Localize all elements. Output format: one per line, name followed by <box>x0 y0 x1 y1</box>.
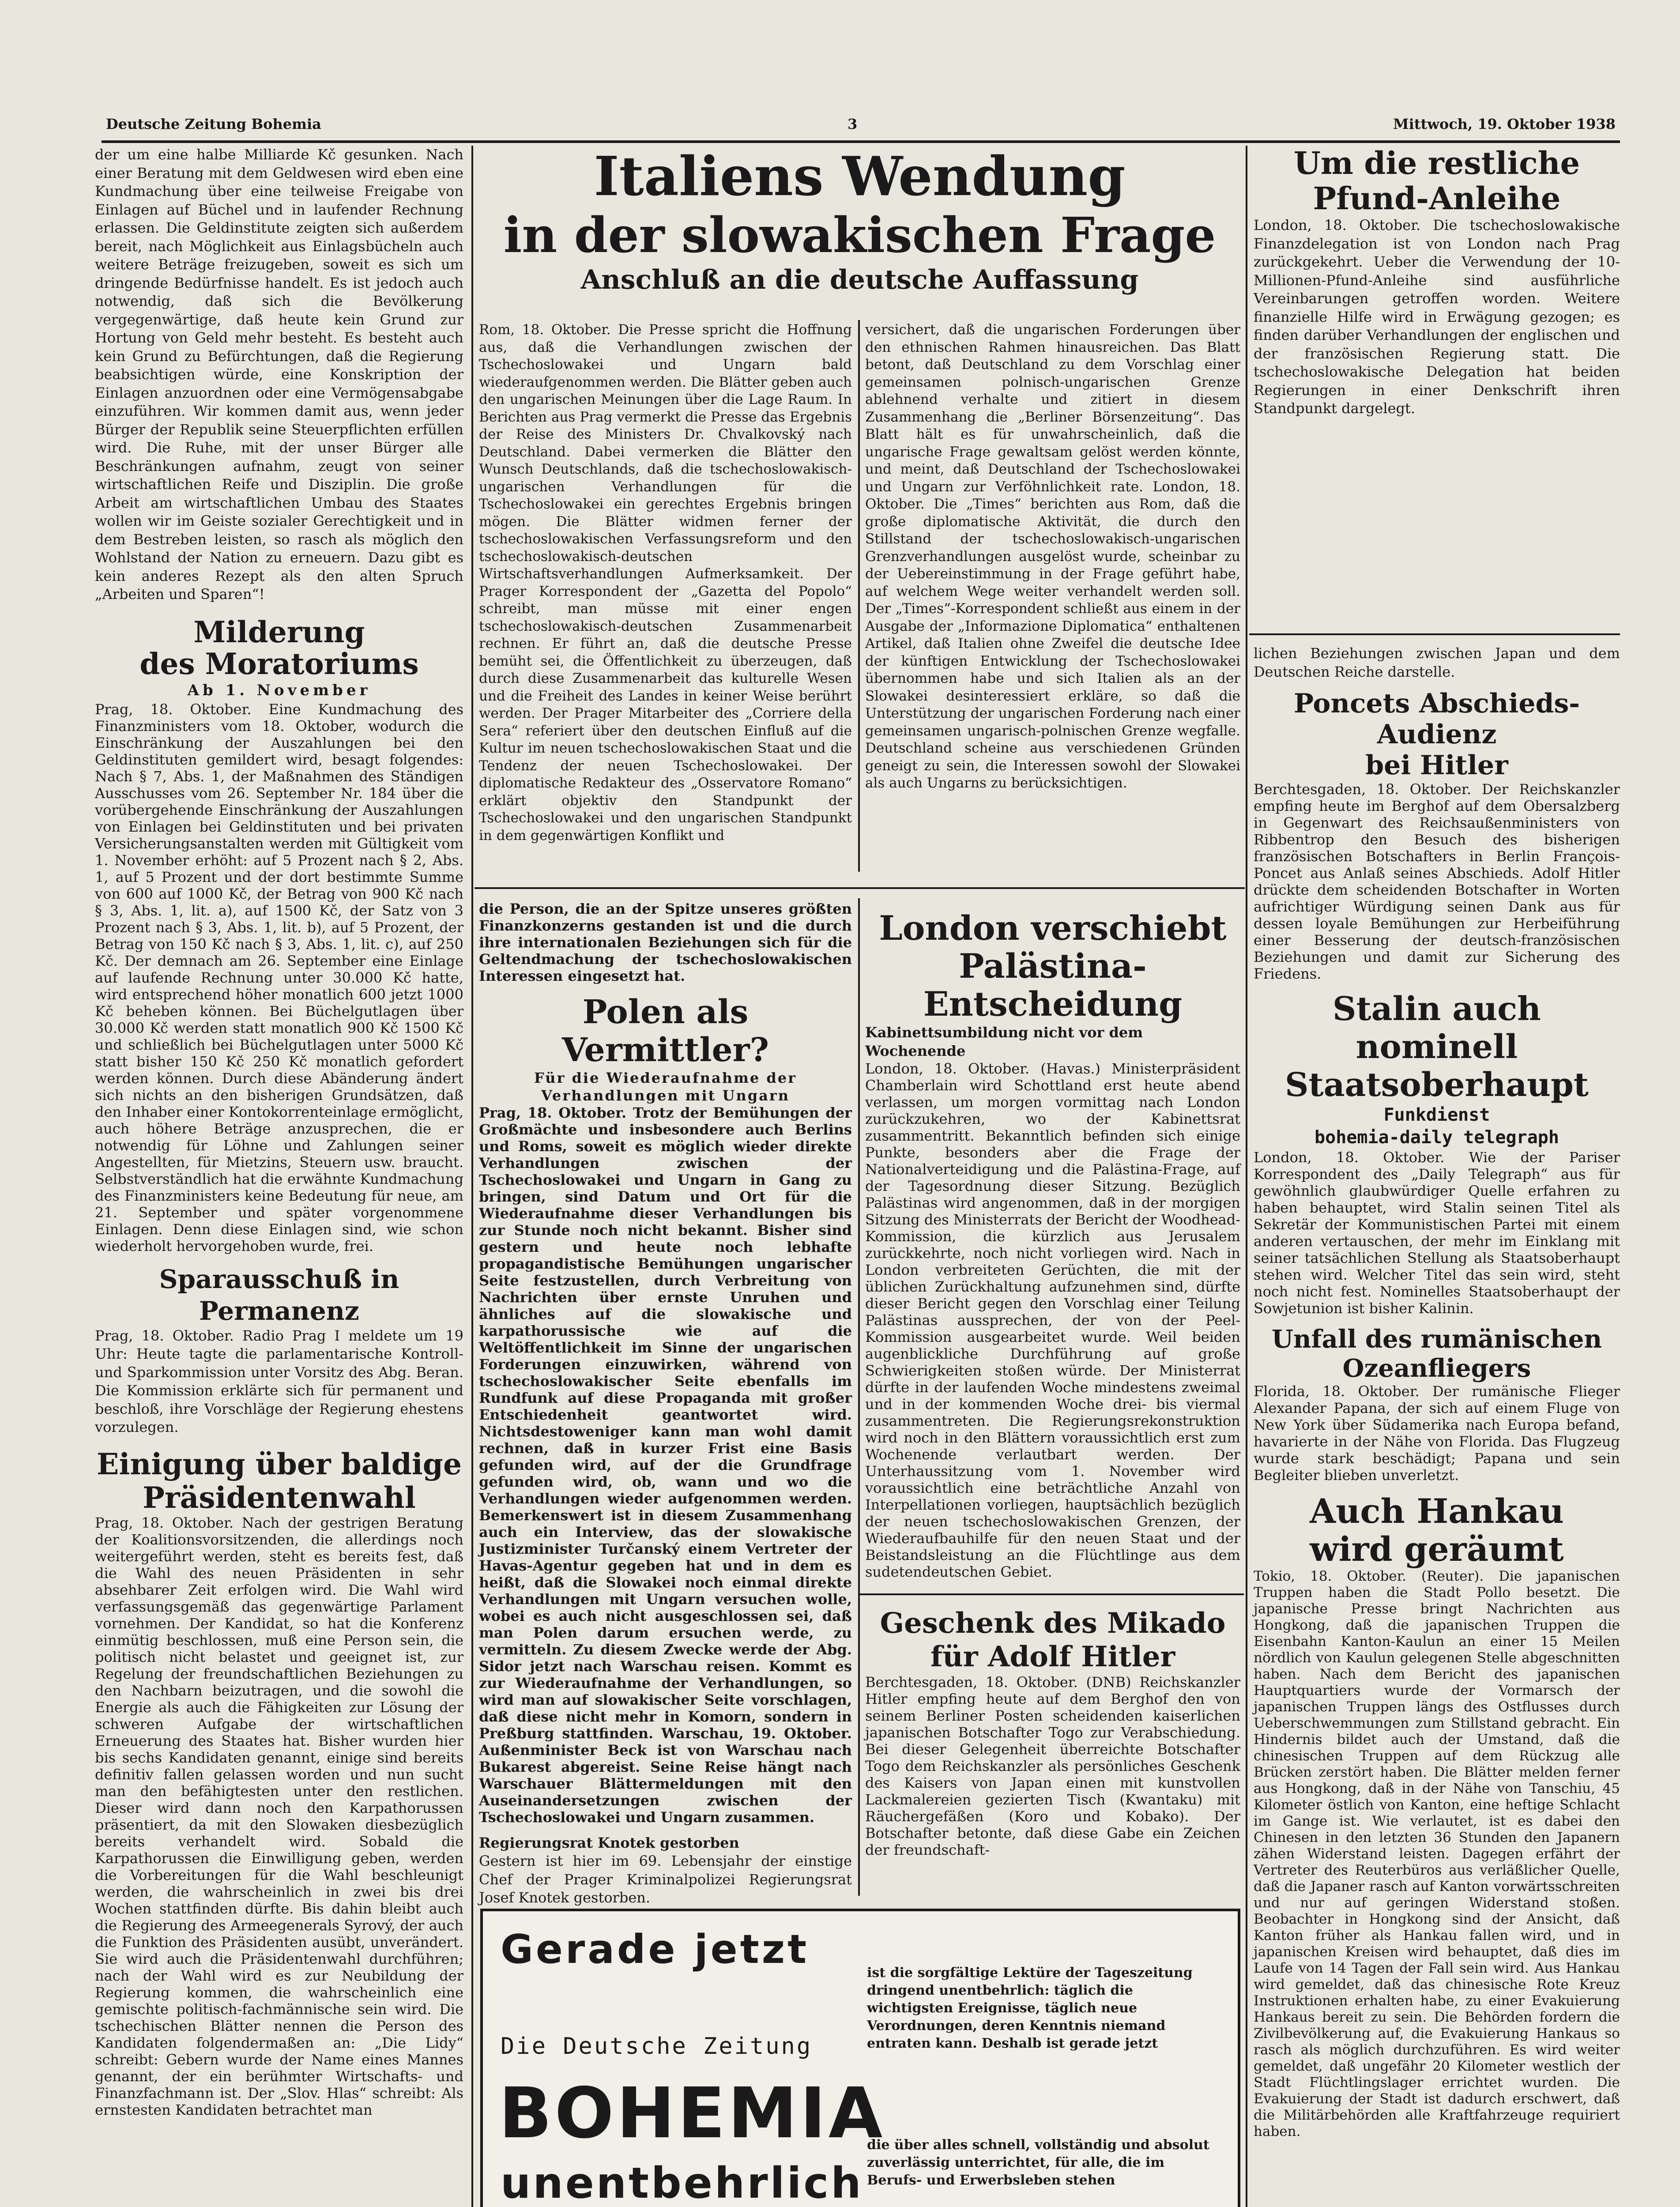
poncet-headline-2: bei Hitler <box>1365 750 1508 781</box>
polen-headline: Polen als Vermittler? <box>561 993 769 1069</box>
unfall-article-text: Florida, 18. Oktober. Der rumänische Flieger Alexander Papana, der sich auf einem Fluge von New York über Südamerika nach Europa befand, havarierte in der Nähe von Florida. Das Flugzeug wurde stark beschädigt; Papana und sein Begleiter blieben unverletzt. <box>1254 1383 1620 1484</box>
column-1 <box>95 146 463 2118</box>
column-4 <box>1254 146 1620 418</box>
hankau-headline-2: wird geräumt <box>1310 1529 1564 1569</box>
italien-column-b <box>865 321 1240 792</box>
column-rule-2a <box>858 320 860 872</box>
bohemia-advertisement <box>480 1909 1240 2207</box>
pfund-headline-1: Um die restliche <box>1293 145 1580 181</box>
column-3-lower <box>865 909 1240 1580</box>
column-rule-3 <box>1246 146 1247 2207</box>
poncet-article-text: Berchtesgaden, 18. Oktober. Der Reichskanzler empfing heute im Berghof auf dem Obersalzberg in Gegenwart des Reichsaußenministers von Ribbentrop den Besuch des bisherigen französischen Botschafters in Berlin François-Poncet aus Anlaß seines Abschieds. Adolf Hitler drückte dem scheidenden Botschafter in Worten aufrichtiger Würdigung seinen Dank aus für dessen loyale Bemühungen zur Herbeiführung einer Besserung der deutsch-französischen Beziehungen und damit zur Sicherung des Friedens. <box>1254 781 1620 982</box>
mikado-headline-2: für Adolf Hitler <box>930 1640 1175 1673</box>
stalin-source-1: Funkdienst <box>1383 1105 1490 1125</box>
lead-article-text: der um eine halbe Milliarde Kč gesunken. Nach einer Beratung mit dem Geldwesen wird eben eine Kundmachung über eine teilweise Freigabe von Einlagen auf Büchel und in laufender Rechnung erlassen. Die Geldinstitute zeigten sich außerdem bereit, nach Möglichkeit aus Einlagsbücheln auch weitere Beträge freizugeben, soweit es sich um dringende Bedürfnisse handelt. Es ist jedoch auch notwendig, daß sich die Bevölkerung vergegenwärtige, daß heute kein Grund zur Hortung von Geld mehr besteht. Es besteht auch kein Grund zu Befürchtungen, daß die Regierung beabsichtigen würde, eine Konskription der Einlagen anzuordnen oder eine Vermögensabgabe einzuführen. Wir kommen damit aus, wenn jeder Bürger der Republik seine Steuerpflichten erfüllen wird. Die Ruhe, mit der unser Bürger alle Beschränkungen aufnahm, zeugt von seiner wirtschaftlichen Reife und Disziplin. Die große Arbeit am wirtschaftlichen Umbau des Staates wollen wir im Geiste sozialer Gerechtigkeit und in dem Bestreben leisten, so rasch als möglich den Wohlstand der Nation zu erneuern. Dazu gibt es kein anderes Rezept als den alten Spruch „Arbeiten und Sparen“! <box>95 146 463 603</box>
einigung-headline-2: Präsidentenwahl <box>143 1480 416 1515</box>
ad-unentbehrlich: unentbehrlich <box>501 2158 863 2207</box>
mikado-headline-1: Geschenk des Mikado <box>880 1607 1226 1640</box>
pfund-headline-2: Pfund-Anleihe <box>1313 180 1561 217</box>
hankau-article-text: Tokio, 18. Oktober. (Reuter). Die japanischen Truppen haben die Stadt Pollo besetzt. Die japanische Presse bringt Nachrichten aus Hongkong, daß die japanischen Truppen die Eisenbahn Kanton-Kaulun an einer 15 Meilen nördlich von Kaulun gelegenen Stelle abgeschnitten haben. Nach dem Bericht des japanischen Hauptquartiers wurde der Vormarsch der japanischen Truppen längs des Ostflusses durch Ueberschwemmungen zum Stillstand gebracht. Ein Hindernis bildet auch der Umstand, daß die chinesischen Truppen auf dem Rückzug alle Brücken zerstört haben. Die Blätter melden ferner aus Hongkong, daß in der Nähe von Tanschiu, 45 Kilometer östlich von Kanton, eine heftige Schlacht im Gange ist. Wie verlautet, ist es dabei den Chinesen in den letzten 36 Stunden den Japanern zähen Widerstand leisten. Dagegen erfährt der Vertreter des Reuterbüros aus verläßlicher Quelle, daß die Japaner rasch auf Kanton vorwärtsschreiten und nur auf geringen Widerstand stoßen. Beobachter in Hongkong sind der Ansicht, daß Kanton früher als Hankau fallen wird, und in japanischen Kreisen wird behauptet, daß dies im Laufe von 14 Tagen der Fall sein wird. Aus Hankau wird gemeldet, daß das chinesische Rote Kreuz Instruktionen erhalten habe, zu einer Evakuierung Hankaus bereit zu sein. Die Behörden fordern die Zivilbevölkerung auf, die Evakuierung Hankaus so rasch als möglich durchzuführen. Es wird weiter gemeldet, daß ungefähr 20 Kilometer westlich der Stadt Flüchtlingslager errichtet wurden. Die Evakuierung der Stadt ist dadurch erschwert, daß die Militärbehörden alle Kraftfahrzeuge requiriert haben. <box>1254 1568 1620 2139</box>
sparausschuss-article-text: Prag, 18. Oktober. Radio Prag I meldete um 19 Uhr: Heute tagte die parlamentarische Kontroll- und Sparkommission unter Vorsitz des Abg. Beran. Die Kommission erklärte sich für permanent und beschloß, ihre Vorschläge der Regierung ehestens vorzulegen. <box>95 1327 463 1435</box>
mikado-article-text: Berchtesgaden, 18. Oktober. (DNB) Reichskanzler Hitler empfing heute auf dem Berghof den von seinem Berliner Posten scheidenden kaiserlichen japanischen Botschafter Togo zur Verabschiedung. Bei dieser Gelegenheit überreichte Botschafter Togo dem Reichskanzler als persönliches Geschenk des Kaisers von Japan einen mit kunstvollen Lackmalereien gezierten Tisch (Kwantaku) mit Räuchergefäßen (Koro und Kobako). Der Botschafter betonte, daß diese Gabe ein Zeichen der freundschaft- <box>865 1674 1240 1858</box>
london-article-text: London, 18. Oktober. (Havas.) Ministerpräsident Chamberlain wird Schottland erst heute abend verlassen, um morgen vormittag nach London zurückzukehren, wo der Kabinettsrat zusammentritt. Bekanntlich befinden sich einige Punkte, besonders aber die Frage der Nationalverteidigung und die Palästina-Frage, auf der Tagesordnung dieser Sitzung. Bezüglich Palästinas wird angenommen, daß in der morgigen Sitzung des Ministerrats der Bericht der Woodhead-Kommission, die kürzlich aus Jerusalem zurückkehrte, noch nicht vorliegen wird. Nach in London verbreiteten Gerüchten, die mit der üblichen Zurückhaltung aufzunehmen sind, dürfte dieser Bericht gegen den Vorschlag einer Teilung Palästinas aussprechen, der von der Peel-Kommission ausgearbeitet wurde. Weil beiden augenblickliche Durchführung auf große Schwierigkeiten stoßen würde. Der Ministerrat dürfte in der laufenden Woche mindestens zweimal und in der kommenden Woche drei- bis viermal zusammentreten. Die Regierungsrekonstruktion wird noch in den Blättern voraussichtlich erst zum Wochenende verlautbart werden. Der Unterhaussitzung vom 1. November wird voraussichtlich eine beträchtliche Anzahl von Interpellationen vorliegen, hauptsächlich bezüglich der neuen tschechoslowakischen Grenzen, der Wiederaufbauhilfe für den neuen Staat und der Beistandsleistung an die Flüchtlinge aus dem sudetendeutschen Gebiet. <box>865 1060 1240 1580</box>
italien-headline-1: Italiens Wendung <box>594 144 1126 208</box>
stalin-headline-1: Stalin auch nominell <box>1333 990 1541 1066</box>
column-rule-1 <box>471 146 473 2207</box>
knotek-headline: Regierungsrat Knotek gestorben <box>479 1834 739 1851</box>
header-rule <box>102 140 1620 143</box>
einigung-headline-1: Einigung über baldige <box>97 1446 462 1481</box>
london-headline-1: London verschiebt <box>879 908 1227 948</box>
pfund-article-text: London, 18. Oktober. Die tschechoslowakische Finanzdelegation ist von London nach Prag zurückgekehrt. Ueber die Verwendung der 10-Millionen-Pfund-Anleihe sind ausführliche Vereinbarungen getroffen worden. Weitere finanzielle Hilfe wird in Erwägung gezogen; es finden darüber Verhandlungen der englischen und der französischen Regierung statt. Die tschechoslowakische Delegation hat beiden Regierungen in einer Denkschrift ihren Standpunkt dargelegt. <box>1254 217 1620 417</box>
header-page-number: 3 <box>848 116 858 132</box>
ad-die-deutsche-zeitung: Die Deutsche Zeitung <box>501 2033 813 2060</box>
column-2-lower <box>479 900 852 1907</box>
header-date: Mittwoch, 19. Oktober 1938 <box>1393 116 1616 132</box>
mikado-continuation-text: lichen Beziehungen zwischen Japan und dem Deutschen Reiche darstelle. <box>1254 645 1620 680</box>
ad-right-text-1: ist die sorgfältige Lektüre der Tageszeitung dringend unentbehrlich: täglich die wichtigsten Ereignisse, täglich neue Verordnungen, deren Kenntnis niemand entraten kann. Deshalb ist gerade jetzt <box>867 1965 1193 2051</box>
polen-subhead: Für die Wiederaufnahme der Verhandlungen mit Ungarn <box>534 1070 797 1104</box>
rule-above-mikado <box>860 1593 1244 1595</box>
london-headline-2: Palästina-Entscheidung <box>923 946 1183 1024</box>
stalin-article-text: London, 18. Oktober. Wie der Pariser Korrespondent des „Daily Telegraph“ aus für gewöhnlich glaubwürdiger Quelle erfahren zu haben behauptet, wird Stalin seinen Titel als Sekretär der Kommunistischen Partei mit einem anderen vertauschen, der mehr im Einklang mit seiner tatsächlichen Stellung als Staatsoberhaupt stehen wird. Welcher Titel das sein wird, steht noch nicht fest. Nominelles Staatsoberhaupt der Sowjetunion ist bisher Kalinin. <box>1254 1149 1620 1317</box>
moratorium-headline-2: des Moratoriums <box>139 646 419 681</box>
unfall-headline-2: Ozeanfliegers <box>1342 1354 1531 1383</box>
stalin-source-2: bohemia-daily telegraph <box>1315 1127 1559 1148</box>
italien-subhead: Anschluß an die deutsche Auffassung <box>580 264 1139 295</box>
polen-article-text: Prag, 18. Oktober. Trotz der Bemühungen der Großmächte und insbesondere auch Berlins und Roms, soweit es möglich wieder direkte Verhandlungen zwischen der Tschechoslowakei und Ungarn in Gang zu bringen, sind Datum und Ort für die Wiederaufnahme dieser Verhandlungen bis zur Stunde noch nicht bekannt. Bisher sind gestern und heute noch lebhafte propagandistische Bemühungen ungarischer Seite festzustellen, durch Verbreitung von Nachrichten über ernste Unruhen und ähnliches auf die slowakische und karpathorussische wie auf die Weltöffentlichkeit im Sinne der ungarischen Forderungen einzuwirken, während von tschechoslowakischer Seite ebenfalls im Rundfunk auf diese Propaganda mit großer Entschiedenheit geantwortet wird. Nichtsdestoweniger kann man wohl damit rechnen, daß in kurzer Frist eine Basis gefunden wird, auf der die Grundfrage gefunden wird, ob, wann und wo die Verhandlungen wieder aufgenommen werden. Bemerkenswert ist in diesem Zusammenhang auch ein Interview, das der slowakische Justizminister Turčanský einem Vertreter der Havas-Agentur gegeben hat und in dem es heißt, daß die Slowakei noch einmal direkte Verhandlungen mit Ungarn versuchen wolle, wobei es auch nicht ausgeschlossen sei, daß man Polen darum ersuchen werde, zu vermitteln. Zu diesem Zwecke werde der Abg. Sidor jetzt nach Warschau reisen. Kommt es zur Wiederaufnahme der Verhandlungen, so wird man auf slowakischer Seite vorschlagen, daß diese nicht mehr in Komorn, sondern in Preßburg stattfinden. Warschau, 19. Oktober. Außenminister Beck ist von Warschau nach Bukarest abgereist. Seine Reise hängt nach Warschauer Blättermeldungen mit den Auseinandersetzungen zwischen der Tschechoslowakei und Ungarn zusammen. <box>479 1104 852 1826</box>
italien-article <box>479 146 1240 296</box>
moratorium-article-text: Prag, 18. Oktober. Eine Kundmachung des Finanzministers vom 18. Oktober, wodurch die Einschränkung der Auszahlungen bei den Geldinstituten gemildert wird, besagt folgendes: Nach § 7, Abs. 1, der Maßnahmen des Ständigen Ausschusses vom 26. September Nr. 184 über die vorübergehende Einschränkung der Auszahlungen von Einlagen bei Geldinstituten und bei privaten Versicherungsanstalten werden mit Gültigkeit vom 1. November erhöht: auf 5 Prozent nach § 2, Abs. 1, auf 5 Prozent und der dort bestimmte Summe von 600 auf 1000 Kč, der Betrag von 900 Kč nach § 3, Abs. 1, lit. a), auf 1500 Kč, der Satz von 3 Prozent nach § 3, Abs. 1, lit. b), auf 5 Prozent, der Betrag von 150 Kč nach § 3, Abs. 1, lit. c), auf 250 Kč. Der demnach am 26. September eine Einlage auf laufende Rechnung unter 30.000 Kč hatte, wird entsprechend höher monatlich 600 jetzt 1000 Kč beheben können. Bei Büchelgutlagen über 30.000 Kč werden statt monatlich 900 Kč 1500 Kč und schließlich bei Büchelgutlagen unter 5000 Kč statt bisher 150 Kč 250 Kč monatlich gefordert werden können. Durch diese Abänderung ändert sich nichts an den bisherigen Grundsätzen, daß den Inhaber einer Kontokorrenteinlage ermöglicht, auch höhere Beträge anzusprechen, die er notwendig für Löhne und Zahlungen seiner Angestellten, für Mietzins, Steuern usw. braucht. Selbstverständlich hat die erwähnte Kundmachung des Finanzministers keine Bedeutung für neue, am 21. September und später vorgenommene Einlagen. Denn diese Einlagen sind, wie schon wiederholt hervorgehoben wurde, frei. <box>95 701 463 1254</box>
einigung-article-text: Prag, 18. Oktober. Nach der gestrigen Beratung der Koalitionsvorsitzenden, die allerdings noch weitergeführt werden, steht es bereits fest, daß die Wahl des neuen Präsidenten in sehr absehbarer Zeit erfolgen wird. Die Wahl wird verfassungsgemäß das gegenwärtige Parlament vornehmen. Der Kandidat, so hat die Konferenz einmütig beschlossen, muß eine Person sein, die politisch nicht belastet und geeignet ist, zur Regelung der freundschaftlichen Beziehungen zu den Nachbarn beizutragen, und die sowohl die Energie als auch die Fähigkeiten zur Lösung der schweren Aufgabe der wirtschaftlichen Erneuerung des Staates hat. Bisher wurden hier bis sechs Kandidaten genannt, einige sind bereits definitiv fallen gelassen worden und nun sucht man den befähigtesten unter den restlichen. Dieser wird dann noch den Karpathorussen präsentiert, da mit den Slowaken diesbezüglich bereits verhandelt wird. Sobald die Karpathorussen die Einwilligung geben, werden die Vorbereitungen für die Wahl beschleunigt werden, die wahrscheinlich in zwei bis drei Wochen stattfinden dürfte. Bis dahin bleibt auch die Regierung des Armeegenerals Syrový, der auch die Funktion des Präsidenten ausübt, unverändert. Sie wird auch die Präsidentenwahl durchführen; nach der Wahl wird es zur Neubildung der Regierung kommen, die wahrscheinlich eine gemischte politisch-fachmännische sein wird. Die tschechischen Blätter nennen die Person des Kandidaten folgendermaßen an: „Die Lidy“ schreibt: Gebern wurde der Name eines Mannes genannt, der ein berühmter Wirtschafts- und Finanzfachmann ist. Der „Slov. Hlas“ schreibt: Als ernstesten Kandidaten betrachtet man <box>95 1514 463 2118</box>
london-subhead: Kabinettsumbildung nicht vor dem Wochenende <box>865 1024 1143 1059</box>
ad-right-text-2: die über alles schnell, vollständig und absolut zuverlässig unterrichtet, für alle, die im Berufs- und Erwerbsleben stehen <box>867 2137 1209 2188</box>
stalin-headline-2: Staatsoberhaupt <box>1284 1066 1589 1104</box>
rule-below-italien <box>475 887 1245 889</box>
mikado-article <box>865 1607 1240 1858</box>
unfall-headline-1: Unfall des rumänischen <box>1271 1325 1602 1354</box>
italien-text-b: versichert, daß die ungarischen Forderungen über den ethnischen Rahmen hinausreichen. Das Blatt betont, daß Deutschland zu dem Vorschlag einer gemeinsamen polnisch-ungarischen Grenze ablehnend verhalte und zitiert in diesem Zusammenhang die „Berliner Börsenzeitung“. Das Blatt hält es für unwahrscheinlich, daß die ungarische Frage gewaltsam gelöst werden könnte, und meint, daß Deutschland der Tschechoslowakei und Ungarn zur Verföhnlichkeit rate. London, 18. Oktober. Die „Times“ berichten aus Rom, daß die große diplomatische Aktivität, die durch den Stillstand der tschechoslowakisch-ungarischen Grenzverhandlungen ausgelöst wurde, scheinbar zu der Uebereinstimmung in der Frage geführt habe, auf welchem Wege weiter verhandelt werden soll. Der „Times“-Korrespondent schließt aus einem in der Ausgabe der „Informazione Diplomatica“ enthaltenen Artikel, daß Italien ohne Zweifel die deutsche Idee der künftigen Entwicklung der Tschechoslowakei übernommen habe und sich Italien als an der Slowakei desinteressiert erkläre, so daß die Unterstützung der ungarischen Forderung nach einer gemeinsamen ungarisch-polnischen Grenze wegfalle. Deutschland scheine aus verschiedenen Gründen geneigt zu sein, die Interessen sowohl der Slowakei als auch Ungarns zu berücksichtigen. <box>865 322 1240 791</box>
moratorium-subhead: Ab 1. November <box>187 681 371 699</box>
hankau-headline-1: Auch Hankau <box>1310 1491 1564 1531</box>
ad-bohemia-logo: BOHEMIA <box>499 2073 885 2154</box>
moratorium-headline-1: Milderung <box>193 614 365 649</box>
rule-below-pfund <box>1249 633 1620 635</box>
italien-headline-2: in der slowakischen Frage <box>503 207 1216 264</box>
column-4-lower <box>1254 644 1620 2140</box>
knotek-article-text: Gestern ist hier im 69. Lebensjahr der einstige Chef der Prager Kriminalpolizei Regierungsrat Josef Knotek gestorben. <box>479 1853 852 1906</box>
poncet-headline-1: Poncets Abschieds-Audienz <box>1293 688 1580 750</box>
sparausschuss-headline: Sparausschuß in Permanenz <box>159 1264 399 1326</box>
ad-gerade-jetzt: Gerade jetzt <box>501 1926 810 1973</box>
italien-text-a: Rom, 18. Oktober. Die Presse spricht die Hoffnung aus, daß die Verhandlungen zwischen der Tschechoslowakei und Ungarn bald wiederaufgenommen werden. Die Blätter geben auch den ungarischen Meinungen über die Lage Raum. In Berichten aus Prag vermerkt die Presse das Ergebnis der Reise des Ministers Dr. Chvalkovský nach Deutschland. Dabei vermerken die Blätter den Wunsch Deutschlands, daß die tschechoslowakisch-ungarischen Verhandlungen für die Tschechoslowakei ein gerechtes Ergebnis bringen mögen. Die Blätter widmen ferner der tschechoslowakischen Verfassungsreform und den tschechoslowakisch-deutschen Wirtschaftsverhandlungen Aufmerksamkeit. Der Prager Korrespondent der „Gazetta del Popolo“ schreibt, man müsse mit einer engen tschechoslowakisch-deutschen Zusammenarbeit rechnen. Er führt an, daß die deutsche Presse bemüht sei, die Öffentlichkeit zu überzeugen, daß durch diese Zusammenarbeit das kulturelle Wesen und die Freiheit des Landes in keiner Weise berührt werden. Der Prager Mitarbeiter des „Corriere della Sera“ referiert über den deutschen Einfluß auf die Kultur im neuen tschechoslowakischen Staat und die Tendenz der neuen Tschechoslowakei. Der diplomatische Redakteur des „Osservatore Romano“ erklärt objektiv den Standpunkt der Tschechoslowakei und den ungarischen Standpunkt in dem gegenwärtigen Konflikt und <box>479 322 852 844</box>
polen-lead-text: die Person, die an der Spitze unseres größten Finanzkonzerns gestanden ist und die durch ihre internationalen Beziehungen sich für die Geltendmachung der tschechoslowakischen Interessen eingesetzt hat. <box>479 900 852 984</box>
header-paper-name: Deutsche Zeitung Bohemia <box>106 116 321 132</box>
page-header <box>106 116 1616 133</box>
column-rule-2b <box>858 898 860 1896</box>
italien-column-a <box>479 321 852 844</box>
